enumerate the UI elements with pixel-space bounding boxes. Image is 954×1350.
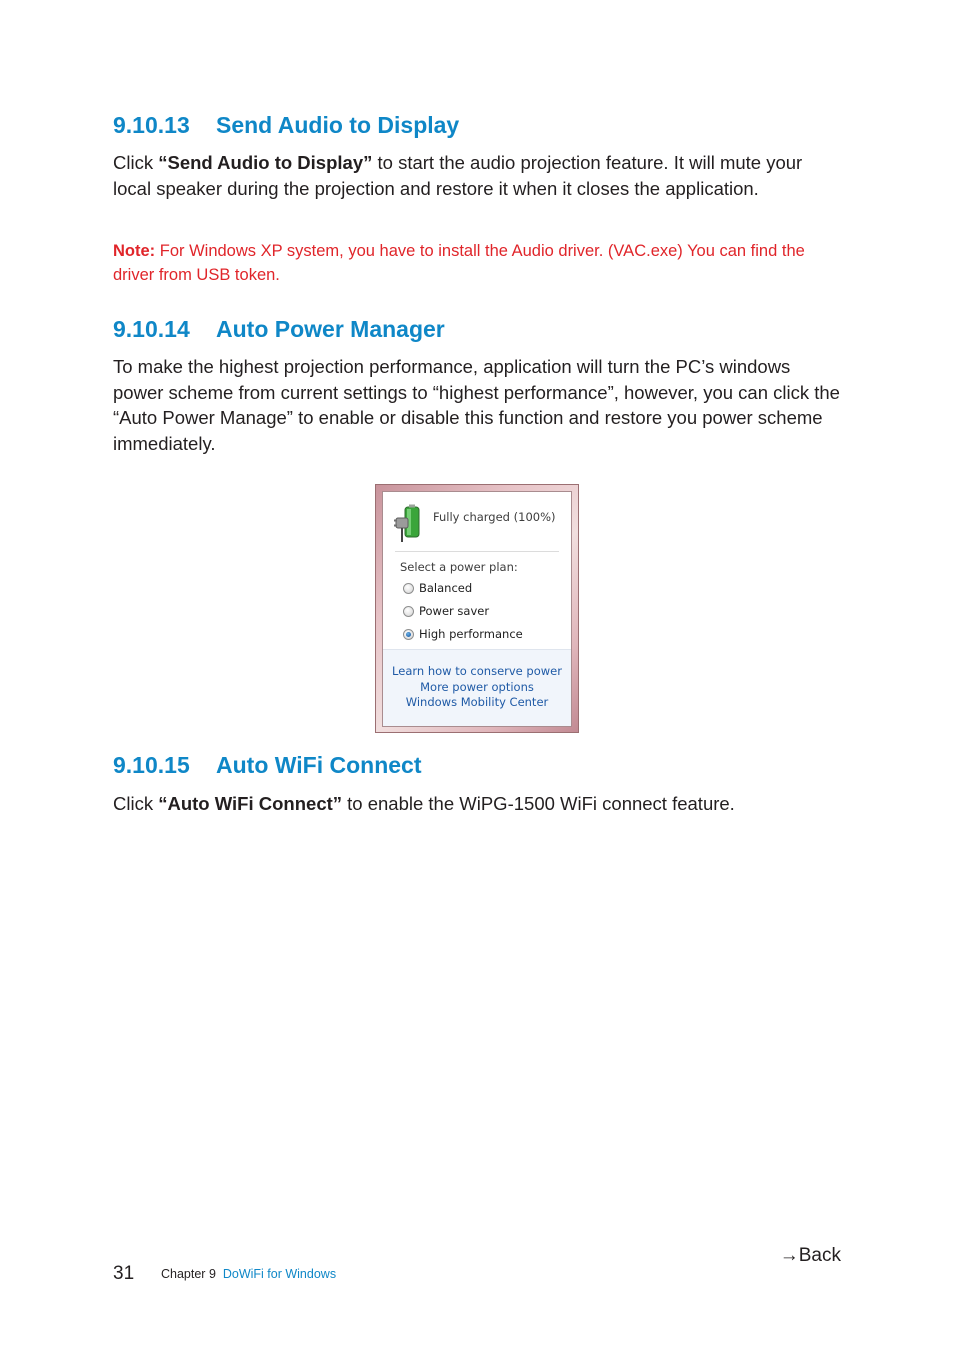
- chapter-label: Chapter 9: [161, 1267, 216, 1281]
- text: to enable the WiPG-1500 WiFi connect feature.: [342, 793, 735, 814]
- text: Click: [113, 793, 159, 814]
- section-number: 9.10.15: [113, 752, 190, 778]
- note-paragraph: [113, 239, 843, 287]
- link-more-power-options[interactable]: More power options: [420, 680, 534, 694]
- text: to start the audio projection feature. It will mute your local speaker during the projection and restore it when it closes the application.: [113, 152, 803, 199]
- section-heading-auto-power: [113, 316, 445, 343]
- send-audio-paragraph: [113, 150, 803, 201]
- auto-wifi-paragraph: [113, 791, 843, 817]
- back-link[interactable]: →Back: [779, 1245, 841, 1266]
- chapter-footer: [161, 1267, 336, 1281]
- plan-label: High performance: [419, 627, 523, 641]
- section-title: Auto Power Manager: [216, 316, 445, 342]
- link-learn-conserve-power[interactable]: Learn how to conserve power: [392, 664, 562, 678]
- section-number: 9.10.14: [113, 316, 190, 342]
- power-plan-popup: [375, 484, 579, 733]
- page-number: 31: [113, 1263, 135, 1284]
- link-windows-mobility-center[interactable]: Windows Mobility Center: [405, 695, 549, 709]
- note-label: Note:: [113, 242, 156, 260]
- radio-icon[interactable]: [403, 606, 414, 617]
- power-links-area: [383, 649, 571, 726]
- send-audio-command: “Send Audio to Display”: [158, 152, 373, 173]
- auto-power-paragraph: To make the highest projection performance, application will turn the PC’s windows power scheme from current settings to “highest performance”, however, you can click the “Auto Power Manage” to enable or disable this function and restore you power scheme immediately.: [113, 356, 840, 455]
- section-title: Send Audio to Display: [216, 112, 460, 138]
- radio-icon[interactable]: [403, 583, 414, 594]
- plan-label: Power saver: [419, 604, 490, 618]
- select-plan-label: Select a power plan:: [400, 560, 518, 574]
- section-title: Auto WiFi Connect: [216, 752, 422, 778]
- battery-status: Fully charged (100%): [433, 510, 556, 524]
- radio-selected-icon[interactable]: [403, 629, 414, 640]
- plan-label: Balanced: [419, 581, 473, 595]
- plan-option-high-performance[interactable]: [403, 627, 523, 641]
- chapter-title: DoWiFi for Windows: [222, 1267, 337, 1281]
- plan-option-power-saver[interactable]: [403, 604, 489, 618]
- note-text: For Windows XP system, you have to install the Audio driver. (VAC.exe) You can find the driver from USB token.: [113, 242, 805, 284]
- section-heading-auto-wifi: [113, 752, 421, 779]
- text: Click: [113, 152, 159, 173]
- section-heading-send-audio: [113, 112, 459, 139]
- battery-plug-icon: [394, 504, 424, 544]
- auto-wifi-command: “Auto WiFi Connect”: [158, 793, 343, 814]
- plan-option-balanced[interactable]: [403, 581, 472, 595]
- section-number: 9.10.13: [113, 112, 190, 138]
- power-plan-pane: [382, 491, 572, 727]
- divider: [395, 551, 559, 552]
